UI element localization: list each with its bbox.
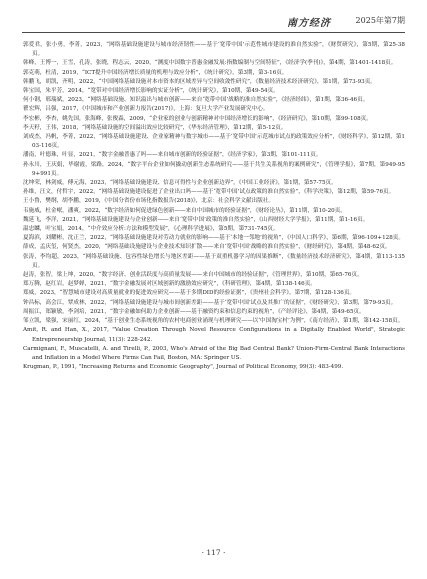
reference-entry: 周振江，郑颖敏，李剑培，2021，“数字金融如何助力企业创新——基于融资约束和信息约束的视角”，《产经评论》，第4期，第49-65页。	[23, 308, 365, 315]
reference-entry: 温忠麟，叶宝娟，2014，“中介效应分析:方法和模型发展”，《心理科学进展》，第5期，第731-745页。	[23, 226, 279, 233]
reference-entry: 瞿宏辉，吕强，2017，《中国城市和产业创新力报告(2017)》，上海：复旦大学产业发展研究中心。	[23, 106, 269, 113]
reference-entry: 钟昌标，高会江，覃成林，2022，“网络基础设施建设与城市间创新差距——基于‘宽带中国’试点及其推广的证据”，《财经研究》，第3期，第79-93页。	[23, 299, 397, 306]
issue-label: 2025年第7期	[355, 16, 405, 25]
reference-list	[23, 41, 405, 372]
reference-entry: 何小钢，邢瑞斌，2023，“网络基础设施、知识溢出与城市创新——来自‘宽带中国’战略的准自然实验”，《经济经纬》，第1期，第36-46页。	[23, 97, 369, 104]
reference-entry: 李天籽，王伟，2018，“网络基础设施的空间溢出效应比较研究”，《华东经济管理》，第12期，第5-12页。	[23, 124, 287, 131]
reference-entry: 沈坤荣，林剑威，傅元海，2023，“网络基础设施建设、信息可得性与企业创新边界”，《中国工业经济》，第1期，第57-75页。	[23, 180, 337, 187]
reference-entry: 张涛，李均超，2023，“网络基础设施、包容性绿色增长与地区差距——基于双重机器学习的因果推断”，《数量经济技术经济研究》，第4期，第113-135页。	[23, 253, 405, 269]
reference-entry: 孙永川，王庆娟，毕谢霞，梁路，2024，“数字平台企业如何撬动创新生态系统研究——基于共生关系视角的案例研究”，《管理学报》，第7期，第949-959+991页。	[23, 161, 405, 177]
page-number: · 117 ·	[201, 548, 226, 557]
reference-entry: 郭爱君，张小勇，李菁，2023，“网络基础设施建设与城市经济韧性——基于‘宽带中国’示范性城市建设的准自然实验”，《财贸研究》，第5期，第25-38页。	[23, 42, 405, 58]
reference-entry: Carmignani, F., Muscatelli, A. and Tirelli, P., 2003, Who's Afraid of the Big Bad Central Bank? Union-Firm-Central Bank Interactions and Inflation in a Model Where Firms Can Fail, Boston, MA: Springer US.	[23, 345, 405, 361]
reference-entry: 郑威，2023，“智慧城市建设对高质量就业的促进效应研究——基于多期DID的经验证据”，《贵州社会科学》，第7期，第128-136页。	[23, 290, 356, 297]
reference-entry: Krugman, P., 1991, "Increasing Returns and Economic Geography", Journal of Political Economy, 99(3): 483-499.	[23, 364, 344, 371]
reference-entry: 郭克萌，杜清，2019，“ICT提升中国经济增长质量的机理与效应分析”，《统计研究》，第3期，第3-16页。	[23, 69, 288, 76]
reference-entry: 韩鹏飞，胡凯，齐明，2022，“中国网络基础设施对本市资本的区域差异与空间收敛性研究”，《数量经济技术经济研究》，第1期，第73-93页。	[23, 78, 376, 85]
reference-entry: 薛成，孟庆玺，何贤杰，2020，“网络基础设施建设与企业技术知识扩散——来自‘宽带中国’战略的准自然实验”，《财经研究》，第4期，第48-62页。	[23, 244, 391, 251]
reference-entry: 韩峰，王博一，王雪，孔涛，张晓，程志云，2020，“测度中国数字普惠金融发展:指数编制与空间特征”，《经济学(季刊)》，第4期，第1401-1418页。	[23, 60, 397, 67]
journal-name: 南方经济	[287, 18, 331, 29]
reference-entry: 李宏彬，李杏，姚先国，张海峰，张俊森，2009，“企业家的创业与创新精神对中国经济增长的影响”，《经济研究》，第10期，第99-108页。	[23, 115, 372, 122]
reference-entry: 赵涛，张智，梁上坤，2020，“数字经济、创业活跃度与高质量发展——来自中国城市的经验证据”，《管理世界》，第10期，第65-76页。	[23, 272, 363, 279]
reference-entry: Amit, R. and Han, X., 2017, "Value Creation Through Novel Resource Configurations in a Digitally Enabled World", Strategic Entrepreneurship Journal, 11(3): 228-242.	[23, 327, 405, 343]
running-header	[22, 12, 405, 33]
reference-entry: 孙维，汪文，付哲宇，2022，“网络基础设施建设促进了企业出口吗——基于‘宽带中国’试点政策的准自然实验”，《科学决策》，第12期，第59-76页。	[23, 189, 395, 196]
reference-entry: 夏海滨，刘耀彬，沈正兰，2022，“网络基础设施建设对劳动力就业的影响——基于‘本地一邻地’的视角”，《中国人口科学》，第6期，第96-109+128页。	[23, 235, 404, 242]
reference-entry: 潘南，叶德珠，叶显，2021，“数字金融普惠了吗——来自城市创新的经验证据”，《经济学家》，第3期，第101-111页。	[23, 152, 322, 159]
reference-entry: 郑万腾，赵红岩，赵梦婵，2021，“数字金融发展对区域创新的激励效应研究”，《科研管理》，第4期，第138-146页。	[23, 281, 316, 288]
reference-entry: 邹立凯，梁强，宋丽红，2024，“基于创业生态系统视角的农村电商创业涌现与机理研究——以‘中国淘宝村’为例”，《南方经济》，第1期，第142-158页。	[23, 318, 404, 325]
reference-entry: 韦施威，杜金岷，潘爽，2022，“数字经济如何促进绿色创新——来自中国城市的经验证据”，《财经论丛》，第11期，第10-20页。	[23, 207, 346, 214]
reference-entry: 韩宝国，朱平芳，2014，“宽带对中国经济增长影响的实证分析”，《统计研究》，第10期，第49-54页。	[23, 88, 279, 95]
reference-entry: 王小鲁，樊纲，胡李鹏，2019，《中国分省份市场化指数报告(2018)》，北京：社会科学文献出版社。	[23, 198, 274, 205]
reference-entry: 魏延飞，李洋，2021，“网络基础设施建设与企业创新——来自‘宽带中国’政策的准自然实验”，《山西财经大学学报》，第11期，第1-16页。	[23, 216, 369, 223]
reference-entry: 刘成杰，冯帆，李菁，2022，“网络基础设施建设、企业家精神与数字城市——基于‘宽带中国’示范城市试点的政策效应分析”，《财经科学》，第12期，第103-116页。	[23, 134, 405, 150]
